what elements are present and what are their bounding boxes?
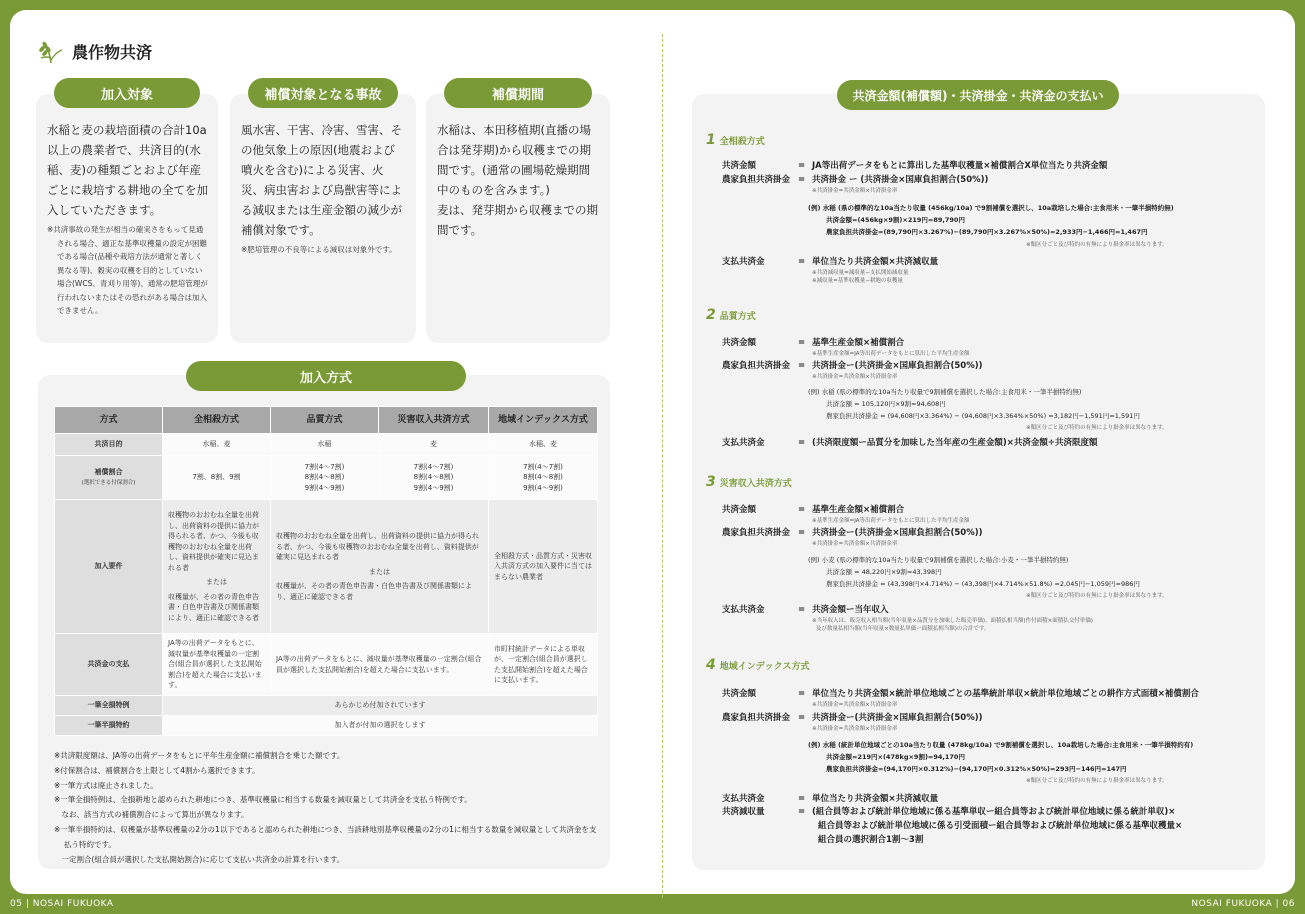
formula-row: 共済金額 = 単位当たり共済金額×統計単位地域ごとの基準統計単収×統計単位地域ごとの耕作方式面積×補償割合 xyxy=(722,689,1199,699)
formula-value: 共済金額ー当年収入 xyxy=(812,605,889,615)
example-line: (例) 水稲 (県の標準的な10a当たり収量で9割補償を選択した場合:主食用米・一筆半損特約無) xyxy=(808,388,1082,396)
section-name: 地域インデックス方式 xyxy=(719,662,810,672)
formula-label: 農家負担共済掛金 xyxy=(722,713,791,723)
formula-row xyxy=(818,834,923,846)
section-2-heading xyxy=(706,307,756,323)
formula-sub: ※共済掛金=共済金額×共済掛金率 xyxy=(812,726,898,732)
example-note: ※類区分ごと及び特約の有無により掛金率は異なります。 xyxy=(1026,778,1168,784)
formula-row: 農家負担共済掛金 = 共済掛金ー(共済掛金×国庫負担割合(50%)) xyxy=(722,528,983,538)
method-table xyxy=(54,406,598,736)
table-cell: JA等の出荷データをもとに、減収量が基準収穫量の一定割合(組合員が選択した支払開始割合)を超えた場合に支払います。 xyxy=(271,634,489,696)
formula-row: 共済減収量 = (組合員等および統計単位地域に係る基準単収ー組合員等および統計単位地域に係る統計単収)× xyxy=(722,807,1176,817)
table-row xyxy=(55,456,598,500)
formula-sub: ※共済掛金=共済金額×共済掛金率 xyxy=(812,188,898,194)
table-header: 方式 xyxy=(55,407,163,434)
method-note: ※一筆全損特例は、全損耕地と認められた耕地につき、基準収穫量に相当する数量を減収量として共済金を支払う特例です。 xyxy=(54,795,472,805)
method-note: ※共済限度額は、JA等の出荷データをもとに平年生産金額に補償割合を乗じた額です。 xyxy=(54,751,345,760)
example-line: 農家負担共済掛金=(89,790円×3.267%)−(89,790円×3.267%×50%)=2,933円−1,466円=1,467円 xyxy=(826,228,1148,236)
example-line: (例) 小麦 (県の標準的な10a当たり収量で9割補償を選択した場合:小麦・一筆半損特約無) xyxy=(808,556,1069,564)
req-text: 収穫量が、その者の青色申告書・白色申告書及び関係書類により、適正に確認できる者 xyxy=(168,592,259,622)
table-cell: 水稲、麦 xyxy=(489,434,598,456)
footer-left-page: 05 | NOSAI FUKUOKA xyxy=(10,899,114,909)
example-note: ※類区分ごと及び特約の有無により掛金率は異なります。 xyxy=(1026,425,1168,431)
formula-label: 農家負担共済掛金 xyxy=(722,361,791,371)
formula-sub: ※共済減収量=減収量−支払開始減収量 xyxy=(812,270,909,276)
page-heading xyxy=(38,38,152,64)
table-cell: JA等の出荷データをもとに、減収量が基準収穫量の一定割合(組合員が選択した支払開始割合)を超えた場合に支払います。 xyxy=(163,634,271,696)
table-row xyxy=(55,500,598,634)
formula-sub: ※基準生産金額=JA等出荷データをもとに算出した平均生産金額 xyxy=(812,518,970,524)
formula-sub: ※減収量=基準収穫量−耕地の収穫量 xyxy=(812,278,903,284)
method-note: ※一筆方式は廃止されました。 xyxy=(54,780,158,790)
table-row xyxy=(55,634,598,696)
table-header: 災害収入共済方式 xyxy=(379,407,489,434)
formula-row: 共済金額 = JA等出荷データをもとに算出した基準収穫量×補償割合X単位当たり共済金額 xyxy=(722,161,1108,171)
table-cell: 7割、8割、9割 xyxy=(163,456,271,500)
card-period xyxy=(426,87,610,343)
card-accidents xyxy=(230,87,416,343)
req-or: または xyxy=(369,567,390,576)
card-note: ※肥培管理の不良等による減収は対象外です。 xyxy=(241,245,397,254)
footer-right-page: NOSAI FUKUOKA | 06 xyxy=(1191,899,1295,909)
method-notes xyxy=(54,749,602,867)
formula-value: (共済限度額ー品質分を加味した当年産の生産金額)×共済金額÷共済限度額 xyxy=(812,438,1098,448)
card-title: 加入対象 xyxy=(54,78,200,108)
payment-title: 共済金額(補償額)・共済掛金・共済金の支払い xyxy=(837,80,1119,110)
method-note: 一定割合(組合員が選択した支払開始割合)に応じて支払い共済金の計算を行います。 xyxy=(54,854,345,864)
req-or: または xyxy=(206,578,227,586)
example-line: 共済金額=219円×(478kg×9割)=94,170円 xyxy=(826,753,965,761)
formula-sub: ※共済掛金=共済金額×共済掛金率 xyxy=(812,541,898,547)
formula-row: 農家負担共済掛金 = 共済掛金ー(共済掛金×国庫負担割合(50%)) xyxy=(722,713,983,723)
formula-value: 共済掛金ー(共済掛金×国庫負担割合(50%)) xyxy=(812,713,983,723)
formula-row: 支払共済金 = (共済限度額ー品質分を加味した当年産の生産金額)×共済金額÷共済限度額 xyxy=(722,438,1098,448)
method-card xyxy=(38,370,610,869)
table-cell: 麦 xyxy=(379,434,489,456)
section-number: 1 xyxy=(706,132,716,148)
formula-label: 共済金額 xyxy=(722,505,757,515)
table-cell xyxy=(163,500,271,634)
row-label: 共済金の支払 xyxy=(55,634,163,696)
formula-value: 基準生産金額×補償割合 xyxy=(812,338,905,348)
formula-row: 支払共済金 = 単位当たり共済金額×共済減収量 xyxy=(722,794,939,804)
table-cell: 水稲 xyxy=(271,434,379,456)
table-header: 品質方式 xyxy=(271,407,379,434)
table-cell: 全相殺方式・品質方式・災害収入共済方式の加入要件に当てはまらない農業者 xyxy=(489,500,598,634)
row-label: 加入要件 xyxy=(55,500,163,634)
example-line: (例) 水稲 (県の標準的な10a当たり収量 (456kg/10a) で9割補償を選択し、10a栽培した場合:主食用米・一筆半損特約無) xyxy=(808,204,1174,212)
card-body-text: 水稲は、本田移植期(直播の場合は発芽期)から収穫までの期間です。(通常の圃場乾燥期間中のものを含みます。) 麦は、発芽期から収穫までの期間です。 xyxy=(437,123,598,237)
table-row xyxy=(55,434,598,456)
formula-value: 単位当たり共済金額×統計単位地域ごとの基準統計単収×統計単位地域ごとの耕作方式面積×補償割合 xyxy=(812,689,1199,699)
method-note: ※付保割合は、補償割合を上限として4割から選択できます。 xyxy=(54,765,260,775)
method-note: なお、該当方式の補償割合によって算出が異なります。 xyxy=(54,810,249,820)
section-name: 全相殺方式 xyxy=(719,137,765,147)
row-label xyxy=(55,456,163,500)
formula-row: 支払共済金 = 単位当たり共済金額×共済減収量 xyxy=(722,257,939,267)
formula-sub: ※当年収入は、販売収入相当額(当年収量×品質分を加味した販売単価)、面積払相当額(作付面積×面積払交付単価) xyxy=(812,618,1093,624)
formula-label: 共済減収量 xyxy=(722,807,765,817)
formula-label: 共済金額 xyxy=(722,161,757,171)
card-body xyxy=(437,120,600,240)
req-text: 収穫量が、その者の青色申告書・白色申告書及び関係書類により、適正に確認できる者 xyxy=(276,582,472,601)
example-line: 農家負担共済掛金 = (94,608円×3.364%) − (94,608円×3.364%×50%) =3,182円−1,591円=1,591円 xyxy=(826,412,1140,420)
req-text: 収穫物のおおむね全量を出荷し、出荷資料の提供に協力が得られる者、かつ、今後も収穫物のおおむね全量を出荷し、資料提供が確実に見込まれる者 xyxy=(168,511,259,572)
card-body-text: 風水害、干害、冷害、雪害、その他気象上の原因(地震および噴火を含む)による災害、火災、病虫害および鳥獣害等による減収または生産金額の減少が補償対象です。 xyxy=(241,123,402,237)
card-title: 補償期間 xyxy=(444,78,592,108)
section-name: 品質方式 xyxy=(719,312,756,322)
row-sublabel: (選択できる付保割合) xyxy=(81,479,136,486)
formula-label: 共済金額 xyxy=(722,689,757,699)
section-3-heading xyxy=(706,474,792,490)
example-note: ※類区分ごと及び特約の有無により掛金率は異なります。 xyxy=(1026,593,1168,599)
example-line: (例) 水稲 (統計単位地域ごとの10a当たり収量 (478kg/10a) で9割補償を選択し、10a栽培した場合:主食用米・一筆半損特約有) xyxy=(808,741,1194,749)
formula-value: 単位当たり共済金額×共済減収量 xyxy=(812,794,939,804)
card-note: ※共済事故の発生が相当の確実さをもって見通される場合、適正な基準収穫量の設定が困難である場合(品種や栽培方法が通常と著しく異なる等)、穀実の収穫を目的としていない場合(WCS、青刈り用等)、通常の肥培管理が行われないまたはその恐れがある場合は加入できません。 xyxy=(47,225,208,315)
example-line: 農家負担共済掛金=(94,170円×0.312%)−(94,170円×0.312%×50%)=293円−146円=147円 xyxy=(826,765,1127,773)
formula-value: 組合員の選択割合1割〜3割 xyxy=(818,835,924,845)
formula-label: 農家負担共済掛金 xyxy=(722,175,791,185)
formula-label: 共済金額 xyxy=(722,338,757,348)
example-line: 共済金額=(456kg×9割)×219円=89,790円 xyxy=(826,216,965,224)
formula-value: (組合員等および統計単位地域に係る基準単収ー組合員等および統計単位地域に係る統計単収)× xyxy=(812,807,1176,817)
section-1-heading xyxy=(706,132,765,148)
table-cell: 7割(4〜7割) 8割(4〜8割) 9割(4〜9割) xyxy=(379,456,489,500)
row-label: 一筆半損特約 xyxy=(55,716,163,736)
table-cell: 市町村統計データによる単収が、一定割合(組合員が選択した支払開始割合)を超えた場合に支払います。 xyxy=(489,634,598,696)
fold-line xyxy=(662,34,663,898)
table-cell: 7割(4〜7割) 8割(4〜8割) 9割(4〜9割) xyxy=(489,456,598,500)
section-number: 3 xyxy=(706,474,716,490)
formula-row: 農家負担共済掛金 = 共済掛金 ー (共済掛金×国庫負担割合(50%)) xyxy=(722,175,989,185)
method-note: ※一筆半損特約は、収穫量が基準収穫量の2分の1以下であると認められた耕地につき、当該耕地別基準収穫量の2分の1に相当する数量を減収量として共済金を支払う特約です。 xyxy=(54,824,597,849)
card-body-text: 水稲と麦の栽培面積の合計10a以上の農業者で、共済目的(水稲、麦)の種類ごとおよび年産ごとに栽培する耕地の全てを加入していただきます。 xyxy=(47,123,208,217)
table-cell xyxy=(271,500,489,634)
formula-sub: 及び数量払相当額(当年収量×数量払単価ー面積払相当額)の合計です。 xyxy=(816,626,990,632)
table-cell: 7割(4〜7割) 8割(4〜8割) 9割(4〜9割) xyxy=(271,456,379,500)
formula-label: 支払共済金 xyxy=(722,438,765,448)
table-header: 地域インデックス方式 xyxy=(489,407,598,434)
formula-row: 農家負担共済掛金 = 共済掛金ー(共済掛金×国庫負担割合(50%)) xyxy=(722,361,983,371)
table-cell: あらかじめ付加されています xyxy=(163,696,598,716)
formula-value: 単位当たり共済金額×共済減収量 xyxy=(812,257,939,267)
page-title: 農作物共済 xyxy=(72,42,153,62)
section-number: 4 xyxy=(706,657,716,673)
example-line: 農家負担共済掛金 = (43,398円×4.714%) − (43,398円×4.714%×51.8%) =2,045円−1,059円=986円 xyxy=(826,580,1140,588)
row-label-text: 補償割合 xyxy=(94,468,123,476)
formula-row xyxy=(818,820,1182,832)
example-note: ※類区分ごと及び特約の有無により掛金率は異なります。 xyxy=(1026,242,1168,248)
footer xyxy=(0,894,1305,914)
table-cell: 水稲、麦 xyxy=(163,434,271,456)
card-body xyxy=(241,120,406,257)
formula-value: 共済掛金ー(共済掛金×国庫負担割合(50%)) xyxy=(812,528,983,538)
table-row xyxy=(55,716,598,736)
example-line: 共済金額 = 48,220円×9割=43,398円 xyxy=(826,568,942,576)
formula-sub: ※基準生産金額=JA等出荷データをもとに算出した平均生産金額 xyxy=(812,351,970,357)
formula-value: 共済掛金 ー (共済掛金×国庫負担割合(50%)) xyxy=(812,175,989,185)
section-number: 2 xyxy=(706,307,716,323)
formula-value: 組合員等および統計単位地域に係る引受面積ー組合員等および統計単位地域に係る基準収穫量× xyxy=(818,821,1183,831)
formula-value: 基準生産金額×補償割合 xyxy=(812,505,905,515)
table-cell: 加入者が付加の選択をします xyxy=(163,716,598,736)
table-header-row xyxy=(55,407,598,434)
formula-row: 共済金額 = 基準生産金額×補償割合 xyxy=(722,338,905,348)
formula-sub: ※共済掛金=共済金額×共済掛金率 xyxy=(812,702,898,708)
req-text: 収穫物のおおむね全量を出荷し、出荷資料の提供に協力が得られる者、かつ、今後も収穫物のおおむね全量を出荷し、資料提供が確実に見込まれる者 xyxy=(276,532,479,561)
card-eligibility xyxy=(36,87,218,343)
formula-label: 支払共済金 xyxy=(722,605,765,615)
row-label: 共済目的 xyxy=(55,434,163,456)
rice-plant-icon xyxy=(38,38,64,64)
formula-row: 支払共済金 = 共済金額ー当年収入 xyxy=(722,605,889,615)
payment-card xyxy=(692,88,1265,870)
formula-label: 支払共済金 xyxy=(722,794,765,804)
formula-row: 共済金額 = 基準生産金額×補償割合 xyxy=(722,505,905,515)
table-row xyxy=(55,696,598,716)
formula-value: JA等出荷データをもとに算出した基準収穫量×補償割合X単位当たり共済金額 xyxy=(812,161,1108,171)
formula-sub: ※共済掛金=共済金額×共済掛金率 xyxy=(812,374,898,380)
section-4-heading xyxy=(706,657,809,673)
formula-value: 共済掛金ー(共済掛金×国庫負担割合(50%)) xyxy=(812,361,983,371)
example-line: 共済金額 = 105,120円×9割=94,608円 xyxy=(826,400,946,408)
section-name: 災害収入共済方式 xyxy=(719,479,792,489)
method-title: 加入方式 xyxy=(186,361,466,391)
card-body xyxy=(47,120,208,318)
formula-label: 農家負担共済掛金 xyxy=(722,528,791,538)
card-title: 補償対象となる事故 xyxy=(248,78,398,108)
row-label: 一筆全損特例 xyxy=(55,696,163,716)
table-header: 全相殺方式 xyxy=(163,407,271,434)
formula-label: 支払共済金 xyxy=(722,257,765,267)
